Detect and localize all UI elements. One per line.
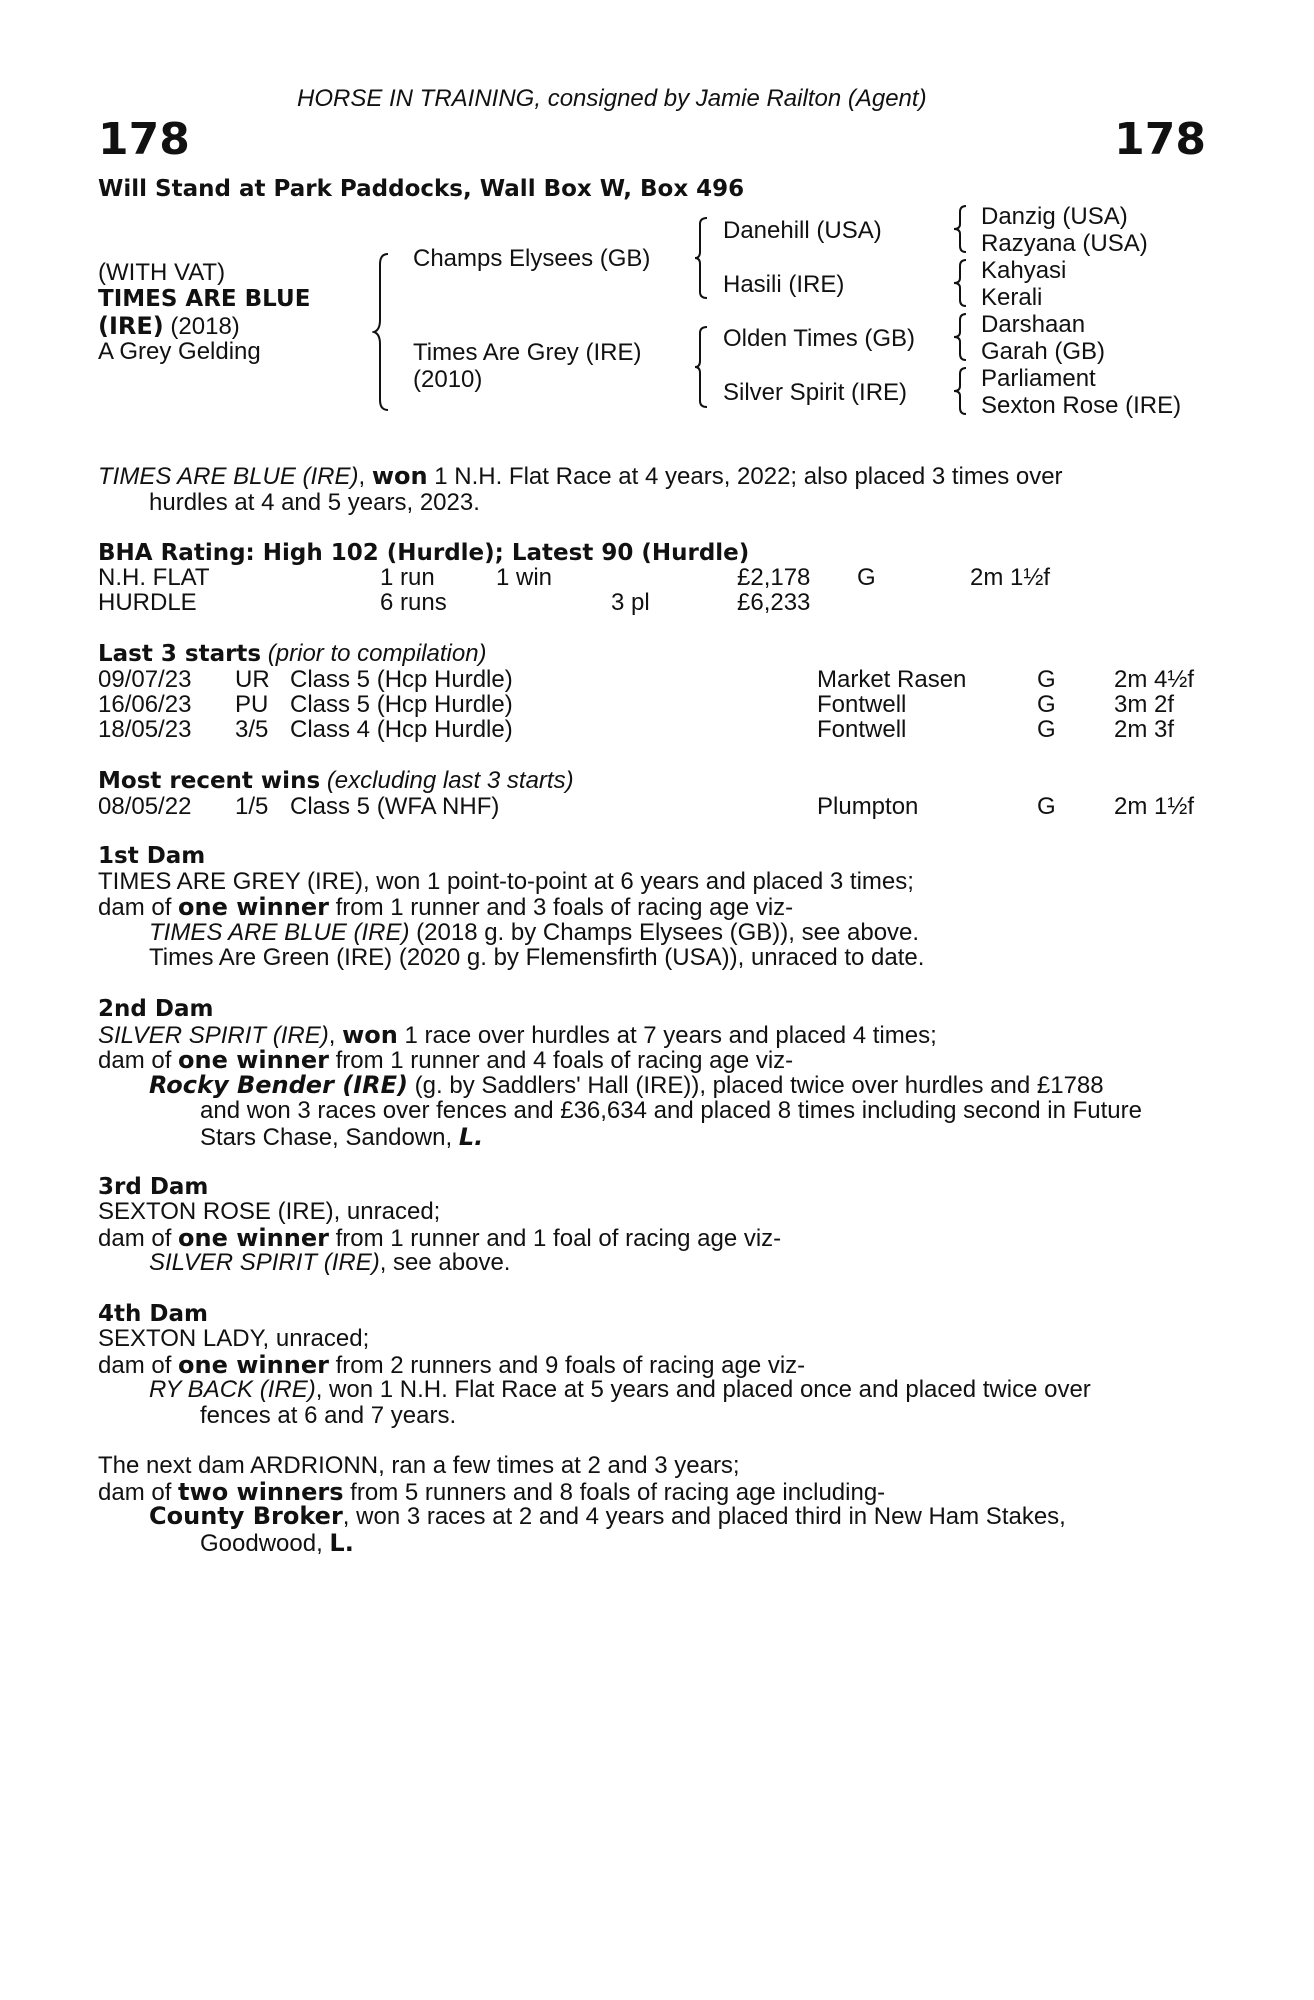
dam2-offspring-name: Rocky Bender (IRE): [149, 1071, 409, 1099]
last-starts-heading: [98, 641, 487, 667]
rating-hurdle-type: HURDLE: [98, 589, 197, 616]
dam2-won: won: [342, 1021, 398, 1049]
start-going: G: [1037, 716, 1056, 743]
dam2-offspring-line3: [200, 1124, 483, 1151]
start-going: G: [1037, 666, 1056, 693]
pedigree-dam-sire: Olden Times (GB): [723, 325, 916, 352]
dam2-heading: 2nd Dam: [98, 996, 214, 1022]
start-position: PU: [235, 691, 269, 718]
dam1-winners: one winner: [178, 893, 329, 921]
next-dam-offspring-line1: [149, 1504, 1202, 1530]
dam4-heading: 4th Dam: [98, 1301, 208, 1327]
dam3-offspring-rest: , see above.: [379, 1249, 511, 1276]
dam4-rest: from 2 runners and 9 foals of racing age viz-: [328, 1352, 806, 1379]
dam1-produce: [98, 894, 793, 921]
dam2-name: SILVER SPIRIT (IRE): [98, 1022, 329, 1049]
start-going: G: [1037, 691, 1056, 718]
dam4-offspring-name: RY BACK (IRE): [149, 1376, 316, 1403]
win-date: 08/05/22: [98, 793, 192, 820]
next-dam-offspring-line2: [200, 1530, 354, 1557]
recent-wins-heading: [98, 768, 574, 794]
rating-flat-wins: 1 win: [496, 564, 553, 591]
dam2-offspring-line3-text: Stars Chase, Sandown,: [200, 1124, 459, 1151]
dam3-heading: 3rd Dam: [98, 1174, 209, 1200]
recent-wins-note: (excluding last 3 starts): [326, 767, 574, 794]
next-dam-dam-of: dam of: [98, 1479, 179, 1506]
pedigree-brace-g1: [952, 204, 970, 254]
dam1-heading: 1st Dam: [98, 843, 206, 869]
race-summary-line1: TIMES ARE BLUE (IRE), won 1 N.H. Flat Race at 4 years, 2022; also placed 3 times over: [98, 462, 1063, 490]
pedigree-brace-g4: [952, 366, 970, 416]
start-date: 16/06/23: [98, 691, 192, 718]
dam1-rest: from 1 runner and 3 foals of racing age viz-: [328, 894, 794, 921]
pedigree-g3: Kahyasi: [981, 257, 1067, 284]
dam4-offspring-line1: [149, 1377, 1202, 1403]
dam2-winners: one winner: [178, 1046, 329, 1074]
win-position: 1/5: [235, 793, 269, 820]
last-starts-title: Last 3 starts: [98, 641, 262, 667]
pedigree-sire: Champs Elysees (GB): [413, 245, 651, 272]
next-dam-winners: two winners: [178, 1478, 344, 1506]
dam1-offspring2: Times Are Green (IRE) (2020 g. by Flemensfirth (USA)), unraced to date.: [149, 944, 925, 971]
pedigree-g8: Sexton Rose (IRE): [981, 392, 1182, 419]
win-distance: 2m 1½f: [1114, 793, 1195, 820]
dam2-rest: from 1 runner and 4 foals of racing age viz-: [328, 1047, 794, 1074]
dam3-rest: from 1 runner and 1 foal of racing age viz-: [328, 1225, 782, 1252]
win-race: Class 5 (WFA NHF): [290, 793, 500, 820]
start-distance: 3m 2f: [1114, 691, 1175, 718]
rating-hurdle-prize: £6,233: [737, 589, 811, 616]
pedigree-g5: Darshaan: [981, 311, 1086, 338]
start-course: Fontwell: [817, 691, 907, 718]
dam4-produce: [98, 1352, 805, 1379]
pedigree-brace-sire: [693, 216, 711, 300]
dam2-line1: [98, 1022, 937, 1049]
dam2-listed-marker: L.: [458, 1123, 484, 1151]
dam2-offspring-line1: [149, 1073, 1202, 1099]
pedigree-brace-main: [372, 252, 392, 412]
rating-flat-type: N.H. FLAT: [98, 564, 210, 591]
lot-number-right: 178: [1114, 114, 1206, 165]
rating-flat-prize: £2,178: [737, 564, 811, 591]
dam4-offspring-line2: fences at 6 and 7 years.: [200, 1402, 457, 1429]
dam2-produce: [98, 1047, 793, 1074]
pedigree-g7: Parliament: [981, 365, 1096, 392]
start-position: 3/5: [235, 716, 269, 743]
next-dam-offspring-rest: , won 3 races at 2 and 4 years and placed third in New Ham Stakes,: [342, 1503, 1066, 1530]
win-course: Plumpton: [817, 793, 919, 820]
dam1-offspring1: [149, 920, 919, 946]
recent-wins-title: Most recent wins: [98, 768, 321, 794]
start-position: UR: [235, 666, 270, 693]
dam4-line1: SEXTON LADY, unraced;: [98, 1325, 370, 1352]
pedigree-dam: Times Are Grey (IRE): [413, 339, 642, 366]
dam3-offspring-name: SILVER SPIRIT (IRE): [149, 1249, 380, 1276]
next-dam-listed-marker: L.: [329, 1529, 354, 1557]
rating-flat-runs: 1 run: [380, 564, 435, 591]
rating-flat-distance: 2m 1½f: [970, 564, 1051, 591]
horse-name: TIMES ARE BLUE: [98, 286, 311, 312]
start-date: 09/07/23: [98, 666, 192, 693]
pedigree-brace-g2: [952, 258, 970, 308]
rating-hurdle-runs: 6 runs: [380, 589, 447, 616]
summary-won: won: [371, 462, 428, 490]
start-race: Class 5 (Hcp Hurdle): [290, 691, 513, 718]
next-dam-offspring-line2-text: Goodwood,: [200, 1530, 330, 1557]
vat-label: (WITH VAT): [98, 259, 226, 286]
pedigree-sire-dam: Hasili (IRE): [723, 271, 845, 298]
pedigree-g4: Kerali: [981, 284, 1043, 311]
summary-horse-name: TIMES ARE BLUE (IRE): [98, 463, 359, 490]
start-distance: 2m 3f: [1114, 716, 1175, 743]
dam3-offspring: [149, 1250, 510, 1276]
bha-rating-heading: BHA Rating: High 102 (Hurdle); Latest 90 (Hurdle): [98, 540, 750, 566]
stand-location: Will Stand at Park Paddocks, Wall Box W, Box 496: [98, 176, 745, 202]
dam2-dam-of: dam of: [98, 1047, 179, 1074]
next-dam-line1: The next dam ARDRIONN, ran a few times at 2 and 3 years;: [98, 1452, 740, 1479]
start-course: Market Rasen: [817, 666, 967, 693]
horse-country: (IRE): [98, 312, 164, 340]
start-date: 18/05/23: [98, 716, 192, 743]
start-race: Class 4 (Hcp Hurdle): [290, 716, 513, 743]
last-starts-note: (prior to compilation): [267, 640, 487, 667]
dam3-winners: one winner: [178, 1224, 329, 1252]
dam2-offspring-rest: (g. by Saddlers' Hall (IRE)), placed twice over hurdles and £1788: [408, 1072, 1104, 1099]
pedigree-brace-dam: [693, 325, 711, 409]
dam2-line1-rest: 1 race over hurdles at 7 years and placed 4 times;: [397, 1022, 937, 1049]
dam4-offspring-rest: , won 1 N.H. Flat Race at 5 years and placed once and placed twice over: [315, 1376, 1091, 1403]
catalogue-subtitle: HORSE IN TRAINING, consigned by Jamie Railton (Agent): [297, 85, 927, 112]
dam1-line1: TIMES ARE GREY (IRE), won 1 point-to-point at 6 years and placed 3 times;: [98, 868, 914, 895]
dam1-offspring1-rest: (2018 g. by Champs Elysees (GB)), see above.: [409, 919, 920, 946]
rating-hurdle-placed: 3 pl: [611, 589, 650, 616]
dam2-offspring-line2: and won 3 races over fences and £36,634 and placed 8 times including second in Future: [200, 1097, 1142, 1124]
summary-rest: 1 N.H. Flat Race at 4 years, 2022; also placed 3 times over: [427, 463, 1063, 490]
dam1-dam-of: dam of: [98, 894, 179, 921]
start-distance: 2m 4½f: [1114, 666, 1195, 693]
pedigree-g2: Razyana (USA): [981, 230, 1148, 257]
pedigree-dam-dam: Silver Spirit (IRE): [723, 379, 908, 406]
dam3-dam-of: dam of: [98, 1225, 179, 1252]
next-dam-rest: from 5 runners and 8 foals of racing age including-: [343, 1479, 886, 1506]
dam3-line1: SEXTON ROSE (IRE), unraced;: [98, 1198, 441, 1225]
horse-description: A Grey Gelding: [98, 338, 261, 365]
start-course: Fontwell: [817, 716, 907, 743]
horse-country-year: [98, 313, 240, 340]
dam2-sep: ,: [328, 1022, 343, 1049]
horse-year: (2018): [170, 313, 240, 340]
pedigree-brace-g3: [952, 312, 970, 362]
pedigree-sire-sire: Danehill (USA): [723, 217, 882, 244]
win-going: G: [1037, 793, 1056, 820]
pedigree-dam-year: (2010): [413, 366, 483, 393]
dam1-offspring1-name: TIMES ARE BLUE (IRE): [149, 919, 410, 946]
lot-number-left: 178: [98, 114, 190, 165]
race-summary-line2: hurdles at 4 and 5 years, 2023.: [149, 489, 480, 516]
dam3-produce: [98, 1225, 781, 1252]
dam4-winners: one winner: [178, 1351, 329, 1379]
dam4-dam-of: dam of: [98, 1352, 179, 1379]
pedigree-g1: Danzig (USA): [981, 203, 1128, 230]
rating-flat-going: G: [857, 564, 876, 591]
pedigree-g6: Garah (GB): [981, 338, 1106, 365]
start-race: Class 5 (Hcp Hurdle): [290, 666, 513, 693]
next-dam-offspring-name: County Broker: [149, 1502, 343, 1530]
